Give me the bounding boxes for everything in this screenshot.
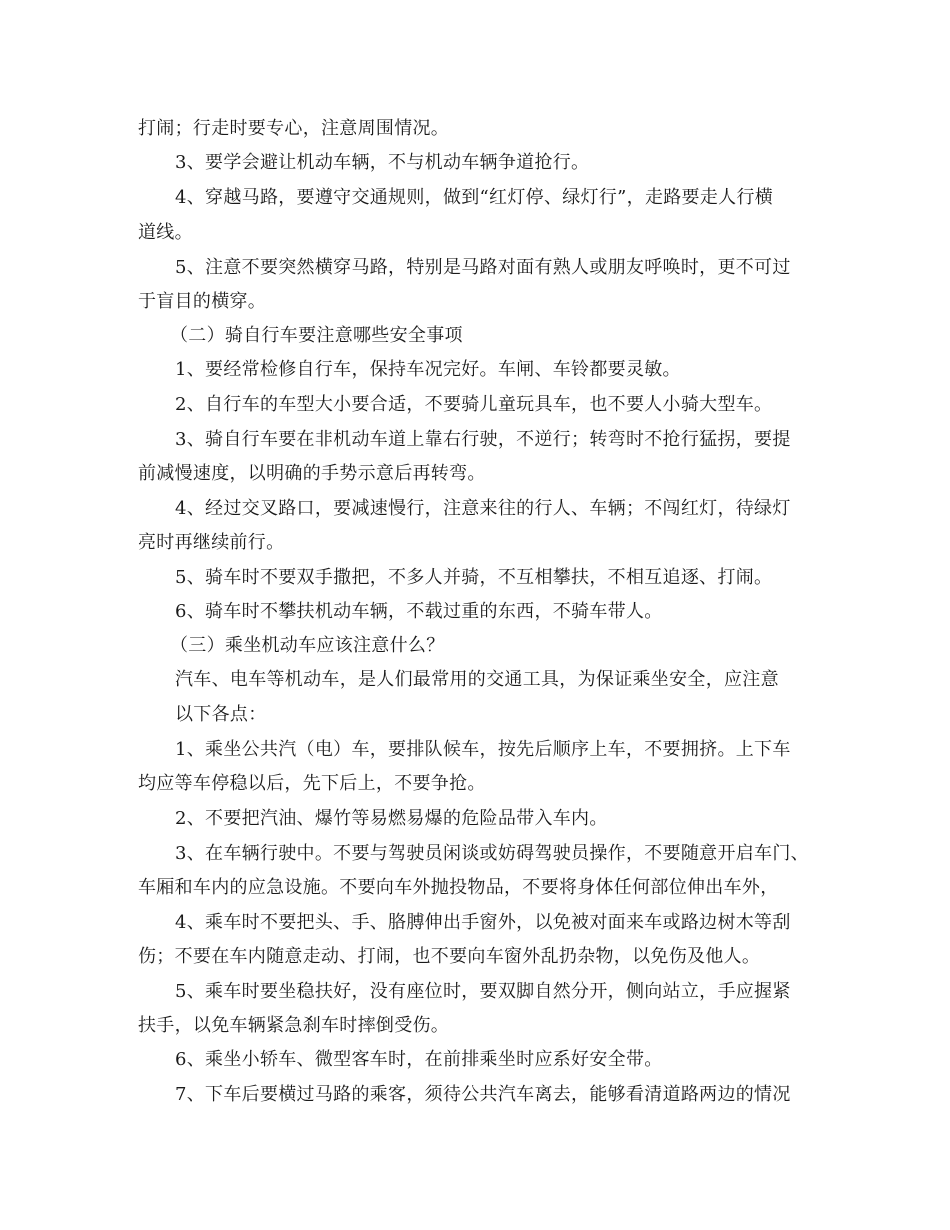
text-line: 4、乘车时不要把头、手、胳膊伸出手窗外，以免被对面来车或路边树木等刮 bbox=[175, 912, 791, 933]
text-line: 6、骑车时不攀扶机动车辆，不载过重的东西，不骑车带人。 bbox=[175, 601, 663, 622]
text-line: 3、骑自行车要在非机动车道上靠右行驶，不逆行；转弯时不抢行猛拐，要提 bbox=[175, 429, 791, 450]
text-line: 以下各点： bbox=[175, 704, 267, 725]
text-line: 6、乘坐小轿车、微型客车时，在前排乘坐时应系好安全带。 bbox=[175, 1049, 663, 1070]
text-line: 3、要学会避让机动车辆，不与机动车辆争道抢行。 bbox=[175, 152, 590, 173]
text-line: 均应等车停稳以后，先下后上，不要争抢。 bbox=[138, 773, 486, 794]
text-line: 车厢和车内的应急设施。不要向车外抛投物品，不要将身体任何部位伸出车外， bbox=[138, 877, 779, 898]
text-line: 亮时再继续前行。 bbox=[138, 532, 285, 553]
text-line: 2、自行车的车型大小要合适，不要骑儿童玩具车，也不要人小骑大型车。 bbox=[175, 394, 773, 415]
text-line: 4、经过交叉路口，要减速慢行，注意来往的行人、车辆；不闯红灯，待绿灯 bbox=[175, 498, 791, 519]
text-line: 4、穿越马路，要遵守交通规则，做到“红灯停、绿灯行”，走路要走人行横 bbox=[175, 187, 774, 208]
text-line: 5、注意不要突然横穿马路，特别是马路对面有熟人或朋友呼唤时，更不可过 bbox=[175, 257, 791, 278]
text-line: 扶手，以免车辆紧急刹车时摔倒受伤。 bbox=[138, 1015, 450, 1036]
text-line: 7、下车后要横过马路的乘客，须待公共汽车离去，能够看清道路两边的情况 bbox=[175, 1084, 791, 1105]
text-line: 3、在车辆行驶中。不要与驾驶员闲谈或妨碍驾驶员操作，不要随意开启车门、 bbox=[175, 843, 809, 864]
text-line: 道线。 bbox=[138, 222, 193, 243]
text-line: 2、不要把汽油、爆竹等易燃易爆的危险品带入车内。 bbox=[175, 808, 608, 829]
text-line: 5、骑车时不要双手撒把，不多人并骑，不互相攀扶，不相互追逐、打闹。 bbox=[175, 567, 773, 588]
text-line: 打闹；行走时要专心，注意周围情况。 bbox=[138, 118, 450, 139]
text-line: 于盲目的横穿。 bbox=[138, 291, 267, 312]
text-line: 5、乘车时要坐稳扶好，没有座位时，要双脚自然分开，侧向站立，手应握紧 bbox=[175, 981, 791, 1002]
text-line: 伤；不要在车内随意走动、打闹，也不要向车窗外乱扔杂物，以免伤及他人。 bbox=[138, 946, 761, 967]
text-line: 1、乘坐公共汽（电）车，要排队候车，按先后顺序上车，不要拥挤。上下车 bbox=[175, 739, 791, 760]
text-line: 汽车、电车等机动车，是人们最常用的交通工具，为保证乘坐安全，应注意 bbox=[175, 669, 779, 690]
text-line: 前减慢速度，以明确的手势示意后再转弯。 bbox=[138, 463, 486, 484]
section-heading: （三）乘坐机动车应该注意什么？ bbox=[170, 635, 445, 656]
text-line: 1、要经常检修自行车，保持车况完好。车闸、车铃都要灵敏。 bbox=[175, 359, 681, 380]
section-heading: （二）骑自行车要注意哪些安全事项 bbox=[170, 325, 463, 346]
